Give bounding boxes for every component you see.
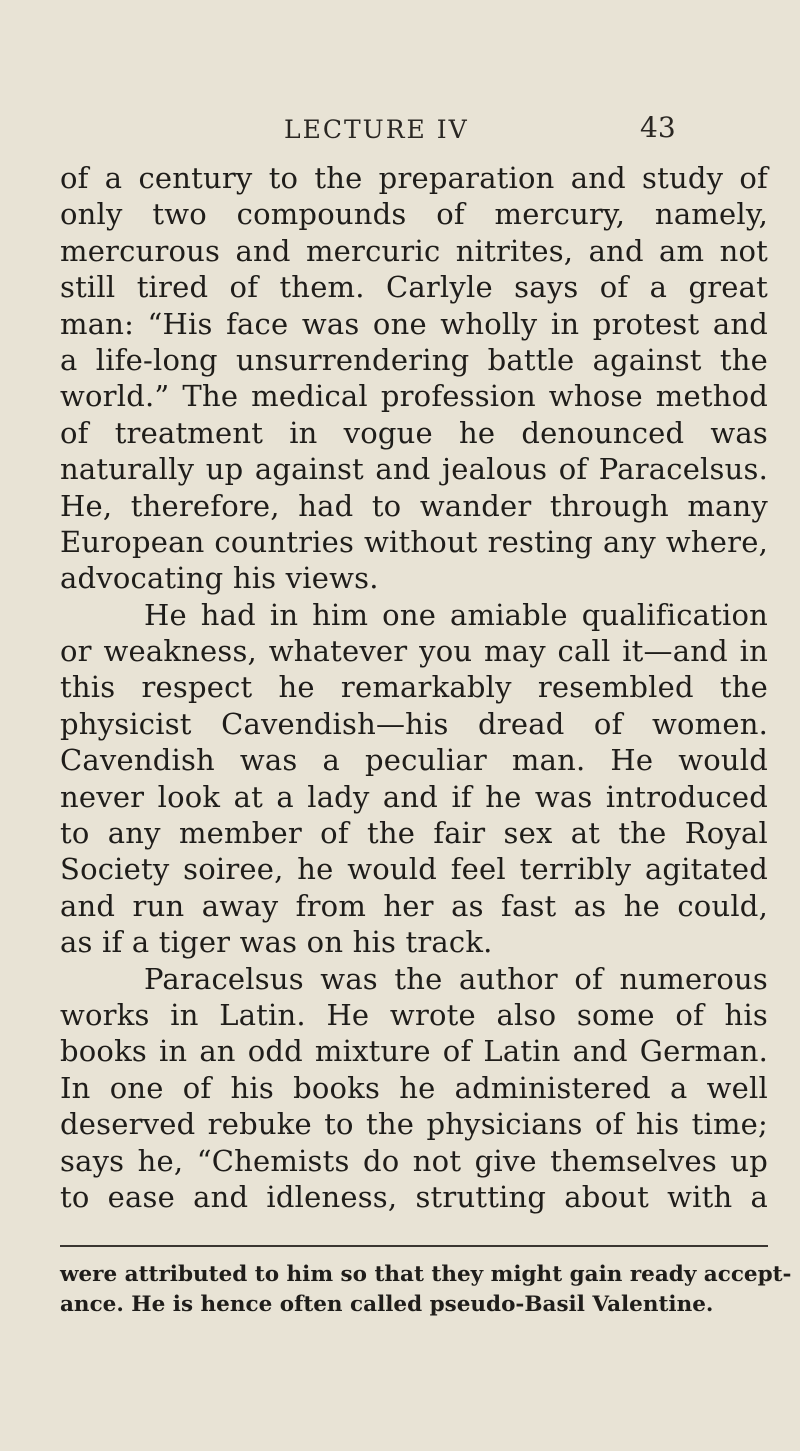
- text-line: mercurous and mercuric nitrites, and am not: [60, 233, 768, 268]
- text-line: of a century to the preparation and study of: [60, 161, 768, 195]
- text-line: only two compounds of mercury, namely,: [60, 197, 768, 232]
- text-line: He, therefore, had to wander through many: [60, 488, 768, 523]
- footnote-divider: [60, 1245, 768, 1247]
- text-line: works in Latin. He wrote also some of his: [60, 997, 768, 1032]
- running-head: LECTURE IV: [284, 115, 469, 144]
- text-line: naturally up against and jealous of Paracelsus.: [60, 452, 768, 487]
- page-number: 43: [640, 111, 676, 144]
- text-line: Paracelsus was the author of numerous: [144, 961, 768, 996]
- body-text: [60, 160, 768, 1215]
- text-line: never look at a lady and if he was introduced: [60, 779, 768, 814]
- footnote-line: were attributed to him so that they might gain ready accept-: [60, 1262, 792, 1287]
- text-line: a life-long unsurrendering battle against the: [60, 342, 768, 377]
- text-line: In one of his books he administered a well: [60, 1070, 768, 1105]
- text-line: to any member of the fair sex at the Royal: [60, 816, 768, 851]
- text-line: and run away from her as fast as he could,: [60, 888, 768, 923]
- text-line: He had in him one amiable qualification: [144, 597, 768, 632]
- text-line: European countries without resting any where,: [60, 524, 768, 559]
- text-line: physicist Cavendish—his dread of women.: [60, 706, 768, 741]
- text-line: as if a tiger was on his track.: [60, 925, 493, 960]
- text-line: still tired of them. Carlyle says of a great: [60, 270, 768, 305]
- text-line: or weakness, whatever you may call it—and in: [60, 634, 768, 669]
- text-line: says he, “Chemists do not give themselves up: [60, 1143, 768, 1178]
- footnote: [60, 1260, 792, 1320]
- text-line: man: “His face was one wholly in protest and: [60, 306, 768, 341]
- text-line: deserved rebuke to the physicians of his time;: [60, 1107, 768, 1142]
- text-line: of treatment in vogue he denounced was: [60, 415, 768, 450]
- footnote-line: ance. He is hence often called pseudo-Basil Valentine.: [60, 1292, 714, 1317]
- text-line: Society soiree, he would feel terribly agitated: [60, 852, 768, 887]
- text-line: Cavendish was a peculiar man. He would: [60, 743, 768, 778]
- text-line: advocating his views.: [60, 561, 379, 596]
- text-line: this respect he remarkably resembled the: [60, 670, 768, 705]
- page-header: [0, 111, 800, 155]
- text-line: books in an odd mixture of Latin and German.: [60, 1034, 768, 1069]
- text-line: to ease and idleness, strutting about with a: [60, 1179, 768, 1214]
- text-line: world.” The medical profession whose method: [60, 379, 768, 414]
